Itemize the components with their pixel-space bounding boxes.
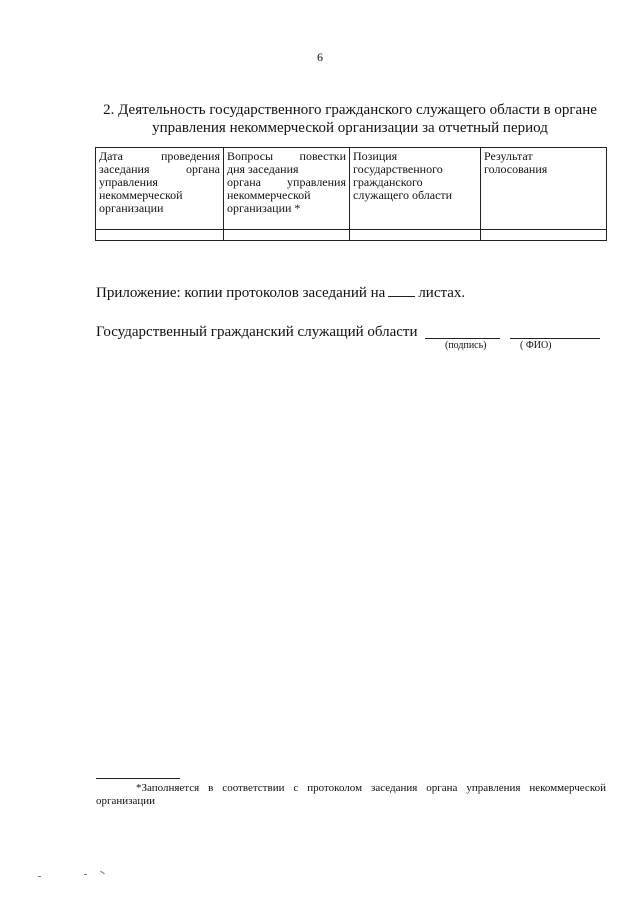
page-number: 6	[317, 50, 323, 64]
header-position-line-2: государственного	[353, 162, 443, 176]
scan-speck	[84, 874, 87, 875]
header-meeting-date-line-5: организации	[99, 201, 164, 215]
table-cell	[481, 230, 607, 241]
attachment-suffix: листах.	[418, 285, 466, 301]
header-meeting-date-line-3: управления	[99, 175, 158, 189]
section-title-line-2: управления некоммерческой организации за отчетный период	[152, 120, 548, 136]
header-meeting-date	[96, 148, 224, 230]
signature-label: Государственный гражданский служащий области	[96, 324, 418, 340]
header-voting-result-line-2: голосования	[484, 162, 548, 176]
sheet-count-blank	[388, 283, 415, 297]
header-agenda-line-4: некоммерческой	[227, 188, 311, 202]
attachment-prefix: Приложение: копии протоколов заседаний на	[96, 285, 386, 301]
full-name-caption: ( ФИО)	[520, 340, 552, 351]
header-agenda-line-3: органа управления	[227, 175, 346, 189]
scan-speck	[38, 876, 41, 877]
header-agenda-questions	[224, 148, 350, 230]
section-title-line-1: 2. Деятельность государственного гражданского служащего области в органе	[103, 102, 597, 118]
table-cell	[224, 230, 350, 241]
signature-blank	[425, 338, 500, 339]
scan-speck	[100, 871, 105, 875]
section-title	[95, 101, 605, 137]
signature-caption: (подпись)	[445, 340, 487, 351]
table-cell	[96, 230, 224, 241]
footnote-divider	[96, 778, 180, 779]
table-row	[96, 230, 607, 241]
header-agenda-line-5: организации *	[227, 201, 301, 215]
header-meeting-date-line-4: некоммерческой	[99, 188, 183, 202]
header-position-line-1: Позиция	[353, 149, 398, 163]
header-position	[350, 148, 481, 230]
header-meeting-date-line-2: заседания органа	[99, 162, 220, 176]
full-name-blank	[510, 338, 600, 339]
header-position-line-3: гражданского	[353, 175, 423, 189]
footnote-text: *Заполняется в соответствии с протоколом заседания органа управления некоммерческой организации	[96, 782, 606, 807]
header-agenda-line-2: дня заседания	[227, 162, 299, 176]
header-voting-result-line-1: Результат	[484, 149, 533, 163]
header-position-line-4: служащего области	[353, 188, 453, 202]
header-agenda-line-1: Вопросы повестки	[227, 149, 346, 163]
table-cell	[350, 230, 481, 241]
header-voting-result	[481, 148, 607, 230]
header-meeting-date-line-1: Дата проведения	[99, 149, 220, 163]
attachment-note	[96, 283, 465, 302]
activity-table	[95, 147, 607, 241]
table-header-row	[96, 148, 607, 230]
